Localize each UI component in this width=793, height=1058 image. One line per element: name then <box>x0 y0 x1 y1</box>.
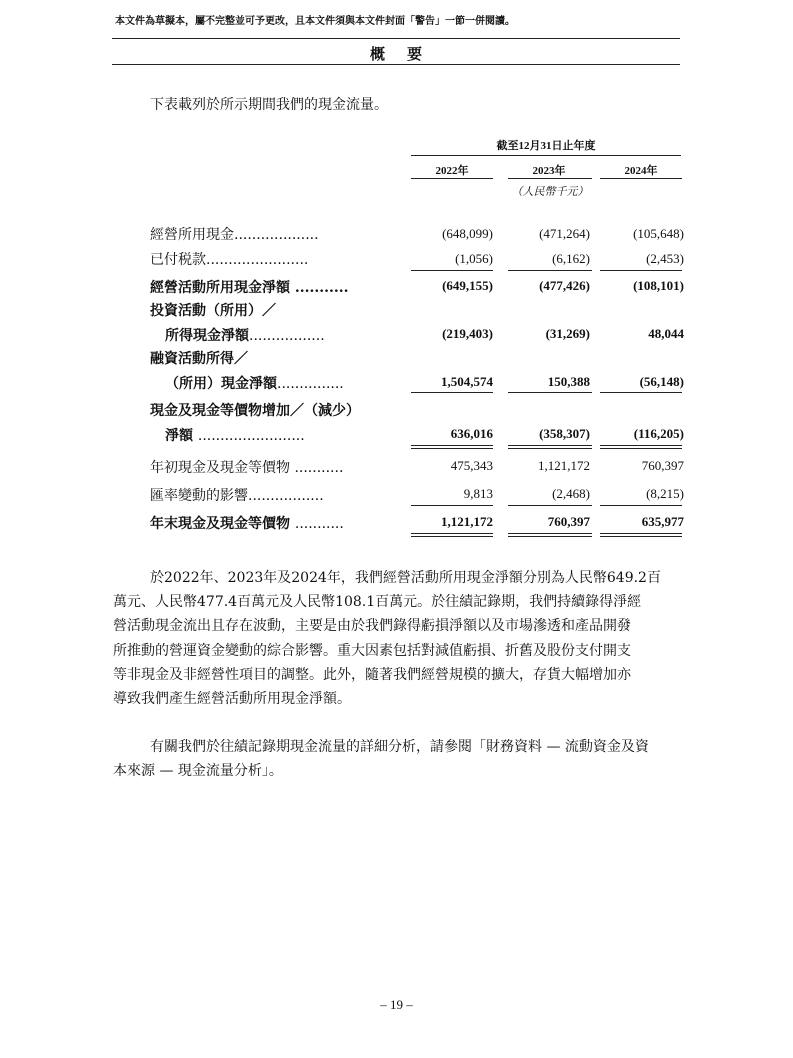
row-label-financing-line2: （所用）現金淨額............... <box>165 376 344 392</box>
row-label-operating-cash: 經營所用現金................... <box>150 227 319 243</box>
table-cell: 48,044 <box>648 326 684 341</box>
subtotal-rule <box>411 505 493 506</box>
header-rule-top <box>112 38 680 39</box>
paragraph-reference <box>113 735 683 783</box>
table-cell: 1,121,172 <box>441 514 493 529</box>
subtotal-rule <box>600 270 682 271</box>
table-group-header: 截至12月31日止年度 <box>496 140 596 152</box>
section-title: 概要 <box>369 45 444 63</box>
row-label-net-change-line2: 淨額 ........................ <box>165 428 305 444</box>
unit-label: （人民幣千元） <box>511 185 589 198</box>
table-cell: (56,148) <box>639 374 684 389</box>
table-cell: 150,388 <box>547 374 590 389</box>
table-cell: 636,016 <box>450 426 493 441</box>
group-header-rule <box>411 155 681 156</box>
page-number: – 19 – <box>380 997 413 1012</box>
subtotal-rule <box>411 392 493 393</box>
double-rule <box>411 445 493 446</box>
paragraph-line: 本來源 — 現金流量分析」。 <box>113 763 283 780</box>
table-cell: (105,648) <box>633 226 684 241</box>
table-cell: (648,099) <box>442 226 493 241</box>
table-cell: (108,101) <box>633 278 684 293</box>
double-rule <box>600 533 682 534</box>
table-cell: (471,264) <box>539 226 590 241</box>
double-rule <box>508 445 592 446</box>
double-rule <box>600 448 682 449</box>
subtotal-rule <box>600 392 682 393</box>
table-cell: (116,205) <box>633 426 684 441</box>
draft-disclaimer: 本文件為草擬本，屬不完整並可予更改，且本文件須與本文件封面「警告」一節一併閱讀。 <box>115 16 515 27</box>
double-rule <box>411 533 493 534</box>
table-cell: (2,453) <box>646 251 684 266</box>
year-header-2024: 2024年 <box>624 165 658 177</box>
paragraph-line: 等非現金及非經營性項目的調整。此外，隨著我們經營規模的擴大，存貨大幅增加亦 <box>113 666 631 683</box>
subtotal-rule <box>508 505 592 506</box>
table-cell: (477,426) <box>539 278 590 293</box>
year-rule-2023 <box>508 178 592 179</box>
double-rule <box>508 536 592 537</box>
paragraph-line: 於2022年、2023年及2024年，我們經營活動所用現金淨額分別為人民幣649.2百 <box>150 570 661 586</box>
paragraph-line: 營活動現金流出且存在波動，主要是由於我們錄得虧損淨額以及市場滲透和產品開發 <box>113 618 631 635</box>
table-cell: 760,397 <box>641 458 684 473</box>
paragraph-line: 有關我們於往績記錄期現金流量的詳細分析，請參閱「財務資料 — 流動資金及資 <box>150 739 649 755</box>
row-label-investing-line2: 所得現金淨額................. <box>165 328 325 344</box>
paragraph-cash-flow-summary <box>113 566 683 711</box>
subtotal-rule <box>508 270 592 271</box>
table-cell: 635,977 <box>641 514 684 529</box>
year-header-2022: 2022年 <box>435 165 469 177</box>
table-cell: 9,813 <box>463 486 493 501</box>
table-cell: (6,162) <box>552 251 590 266</box>
row-label-tax-paid: 已付税款....................... <box>150 252 309 268</box>
year-rule-2022 <box>411 178 493 179</box>
year-header-2023: 2023年 <box>532 165 566 177</box>
double-rule <box>508 533 592 534</box>
paragraph-line: 導致我們產生經營活動所用現金淨額。 <box>113 691 351 708</box>
subtotal-rule <box>508 392 592 393</box>
table-cell: (31,269) <box>545 326 590 341</box>
row-label-financing-line1: 融資活動所得／ <box>150 351 248 367</box>
row-label-fx-effect: 匯率變動的影響................. <box>150 488 324 504</box>
intro-text: 下表載列於所示期間我們的現金流量。 <box>150 97 388 113</box>
year-rule-2024 <box>600 178 682 179</box>
table-cell: 760,397 <box>547 514 590 529</box>
double-rule <box>411 536 493 537</box>
row-label-beginning-cash: 年初現金及現金等價物 ........... <box>150 460 344 476</box>
table-cell: (358,307) <box>539 426 590 441</box>
table-cell: (649,155) <box>442 278 493 293</box>
double-rule <box>600 445 682 446</box>
table-cell: 1,504,574 <box>441 374 493 389</box>
row-label-investing-line1: 投資活動（所用）／ <box>150 303 276 319</box>
double-rule <box>411 448 493 449</box>
row-label-net-change-line1: 現金及現金等價物增加／（減少） <box>150 403 360 419</box>
table-cell: 1,121,172 <box>538 458 590 473</box>
row-label-ending-cash: 年末現金及現金等價物 ........... <box>150 516 344 532</box>
table-cell: (1,056) <box>455 251 493 266</box>
subtotal-rule <box>600 505 682 506</box>
table-cell: (2,468) <box>552 486 590 501</box>
table-cell: (219,403) <box>442 326 493 341</box>
double-rule <box>508 448 592 449</box>
table-cell: 475,343 <box>450 458 493 473</box>
header-rule-bottom <box>112 64 680 65</box>
paragraph-line: 所推動的營運資金變動的綜合影響。重大因素包括對減值虧損、折舊及股份支付開支 <box>113 642 631 659</box>
subtotal-rule <box>411 270 493 271</box>
row-label-net-operating: 經營活動所用現金淨額 ........... <box>150 280 349 296</box>
double-rule <box>600 536 682 537</box>
paragraph-line: 萬元、人民幣477.4百萬元及人民幣108.1百萬元。於往績記錄期，我們持續錄得淨經 <box>113 594 642 611</box>
table-cell: (8,215) <box>646 486 684 501</box>
